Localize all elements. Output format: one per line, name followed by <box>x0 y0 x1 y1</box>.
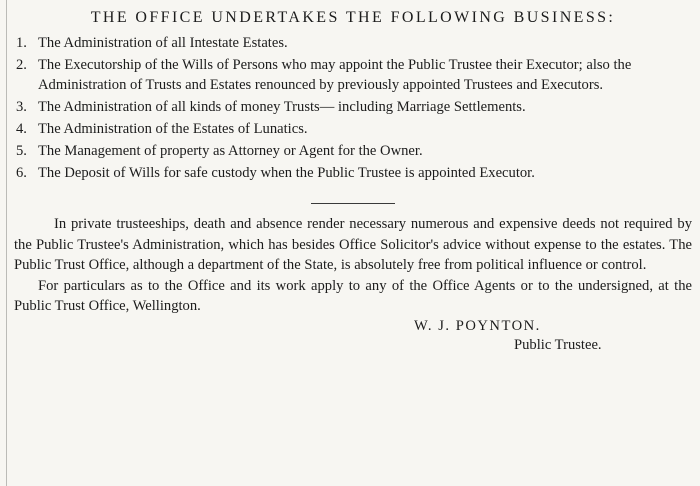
service-text: The Deposit of Wills for safe custody when the Public Trustee is appointed Executor. <box>38 165 535 181</box>
signature-title: Public Trustee. <box>514 336 602 353</box>
service-number: 6. <box>16 165 27 181</box>
notice-heading: THE OFFICE UNDERTAKES THE FOLLOWING BUSINESS: <box>90 9 616 26</box>
service-number: 5. <box>16 143 27 159</box>
service-item-2 <box>14 55 692 95</box>
service-item-5 <box>14 141 692 161</box>
service-item-1 <box>14 33 692 53</box>
body-paragraph-trusteeships: In private trusteeships, death and absence render necessary numerous and expensive deeds not required by the Public Trustee's Administration, which has besides Office Solicitor's advice without expense to the estates. The Public Trust Office, although a department of the State, is absolutely free from political influence or control. <box>14 216 692 273</box>
service-text: The Administration of all Intestate Estates. <box>38 35 288 51</box>
service-number: 2. <box>16 57 27 73</box>
service-text: The Administration of all kinds of money Trusts— including Marriage Settlements. <box>38 99 526 115</box>
body-paragraph-particulars: For particulars as to the Office and its work apply to any of the Office Agents or to the undersigned, at the Public Trust Office, Wellington. <box>14 277 692 314</box>
service-text: The Management of property as Attorney or Agent for the Owner. <box>38 143 423 159</box>
service-item-6 <box>14 163 692 183</box>
services-list <box>14 33 692 183</box>
service-item-4 <box>14 119 692 139</box>
service-number: 4. <box>16 121 27 137</box>
service-text: The Executorship of the Wills of Persons who may appoint the Public Trustee their Executor; also the Administration of Trusts and Estates renounced by previously appointed Trustees and Executors. <box>38 57 632 93</box>
service-item-3 <box>14 97 692 117</box>
section-divider <box>311 203 395 204</box>
signature-name: W. J. POYNTON. <box>414 317 541 334</box>
service-number: 3. <box>16 99 27 115</box>
signature-block <box>14 317 692 355</box>
service-text: The Administration of the Estates of Lunatics. <box>38 121 308 137</box>
column-rule <box>6 0 7 486</box>
service-number: 1. <box>16 35 27 51</box>
